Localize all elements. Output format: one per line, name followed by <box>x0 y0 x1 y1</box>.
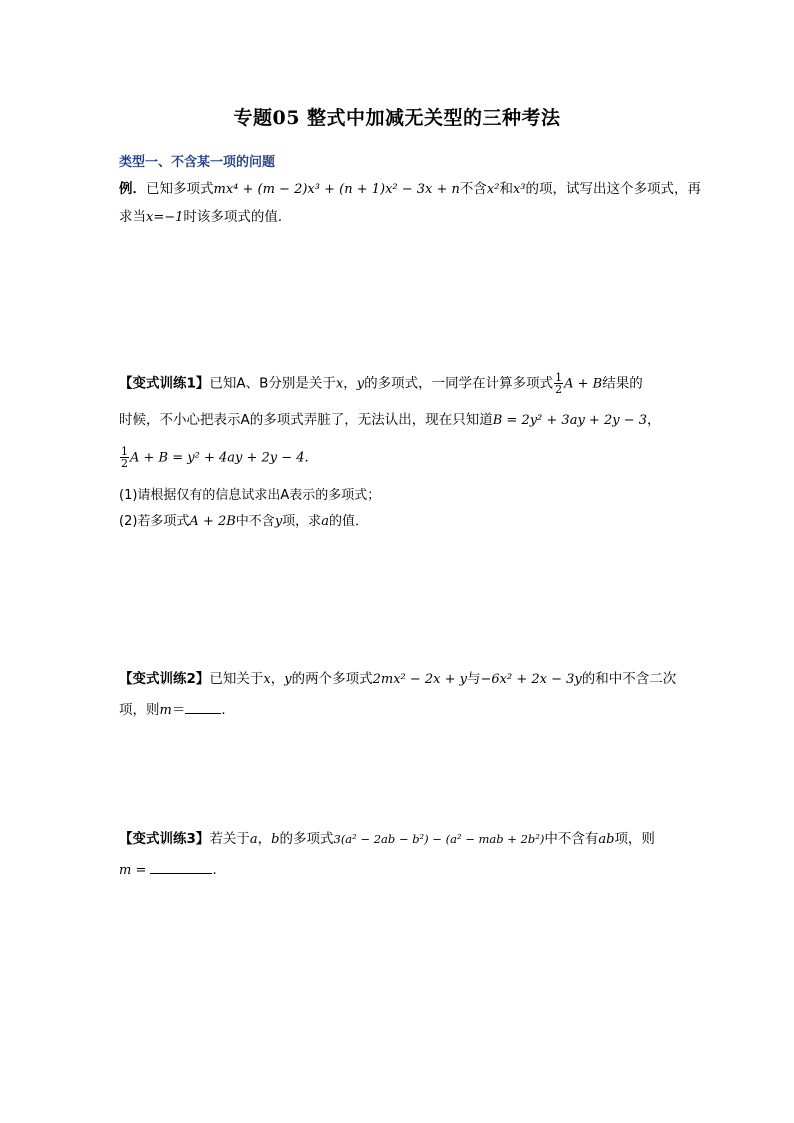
math-term: m = <box>119 863 151 878</box>
example-line-1 <box>119 183 701 197</box>
exercise-text: 若关于 <box>209 831 250 847</box>
math-term: x² <box>486 182 500 197</box>
math-term: B = 2y² + 3ay + 2y − 3 <box>492 413 647 428</box>
example-text: 和 <box>499 181 513 197</box>
exercise1-question-2 <box>119 515 368 528</box>
math-term: −6x² + 2x − 3y <box>480 672 582 687</box>
answer-blank[interactable] <box>150 872 212 874</box>
example-label: 例． <box>119 181 146 197</box>
math-term: A + B = y² + 4ay + 2y − 4 <box>130 450 305 466</box>
math-term: ab <box>598 832 615 847</box>
exercise-text: 结果的 <box>602 375 643 392</box>
math-term: m <box>159 703 172 718</box>
exercise-text: ． <box>212 862 226 878</box>
exercise1-question-1: (1)请根据仅有的信息试求出A表示的多项式； <box>119 488 381 503</box>
example-polynomial: mx⁴ + (m − 2)x³ + (n + 1)x² − 3x + n <box>213 182 460 197</box>
math-term: x <box>263 672 271 687</box>
exercise-text: 已知A、B分别是关于 <box>209 375 336 392</box>
fraction-numerator: 1 <box>121 445 128 458</box>
exercise2-line-2 <box>119 704 235 718</box>
exercise-text: ， <box>343 375 357 392</box>
exercise1-line-3 <box>119 446 318 469</box>
math-term: y <box>284 672 292 687</box>
math-term: 2mx² − 2x + y <box>372 672 468 687</box>
exercise-text: 的两个多项式 <box>291 671 373 687</box>
exercise-text: 的值． <box>328 514 368 529</box>
math-term: y <box>274 514 283 529</box>
exercise-text: 的多项式 <box>279 831 334 847</box>
answer-blank[interactable] <box>185 712 221 714</box>
fraction-denominator: 2 <box>121 457 128 470</box>
exercise-text: 时候，不小心把表示A的多项式弄脏了，无法认出，现在只知道 <box>119 412 493 428</box>
exercise-text: 项，则 <box>614 831 655 847</box>
math-term: x <box>335 376 344 392</box>
exercise3-label: 【变式训练3】 <box>119 831 210 847</box>
fraction-half <box>120 446 129 469</box>
exercise1-line-2 <box>119 414 661 428</box>
exercise2-label: 【变式训练2】 <box>119 671 210 687</box>
exercise-text: ， <box>270 671 285 687</box>
exercise3-line-1 <box>119 833 655 847</box>
exercise-text: 的和中不含二次 <box>581 671 677 687</box>
exercise3-line-2 <box>119 864 226 878</box>
math-term: A + 2B <box>189 514 236 529</box>
exercise-text: (2)若多项式 <box>119 514 190 529</box>
fraction-half <box>554 372 563 395</box>
math-term: y <box>356 376 365 392</box>
exercise2-line-1 <box>119 673 676 687</box>
fraction-numerator: 1 <box>555 371 563 384</box>
math-term: x=−1 <box>146 210 184 225</box>
exercise-text: 的多项式，一同学在计算多项式 <box>364 375 554 392</box>
exercise-text: ， <box>257 831 272 847</box>
section-heading: 类型一、不含某一项的问题 <box>119 155 276 170</box>
exercise1-label: 【变式训练1】 <box>119 375 210 392</box>
example-text: 已知多项式 <box>146 181 214 197</box>
exercise-text: ． <box>221 702 235 718</box>
example-line-2 <box>119 211 291 225</box>
exercise-text: ＝ <box>171 702 186 718</box>
exercise-text: 项，求 <box>282 514 322 529</box>
page-title: 专题05 整式中加减无关型的三种考法 <box>233 107 561 129</box>
math-term: b <box>271 832 280 847</box>
math-term: A + B <box>564 376 603 392</box>
exercise-text: ， <box>647 412 661 428</box>
example-text: 不含 <box>459 181 487 197</box>
example-text: 的项，试写出这个多项式，再 <box>525 181 701 197</box>
example-text: 求当 <box>119 209 146 225</box>
math-term: 3(a² − 2ab − b²) − (a² − mab + 2b²) <box>333 832 545 846</box>
example-text: 时该多项式的值． <box>183 209 292 225</box>
math-term: x³ <box>512 182 526 197</box>
exercise-text: 已知关于 <box>209 671 264 687</box>
exercise-text: 项，则 <box>119 702 160 718</box>
math-term: a <box>321 514 329 529</box>
exercise-text: 与 <box>467 671 481 687</box>
exercise-text: 中不含有 <box>544 831 599 847</box>
fraction-denominator: 2 <box>555 383 563 396</box>
exercise-text: 中不含 <box>235 514 275 529</box>
math-term: a <box>249 832 258 847</box>
exercise-text: ． <box>304 449 319 466</box>
exercise1-line-1 <box>119 372 643 395</box>
